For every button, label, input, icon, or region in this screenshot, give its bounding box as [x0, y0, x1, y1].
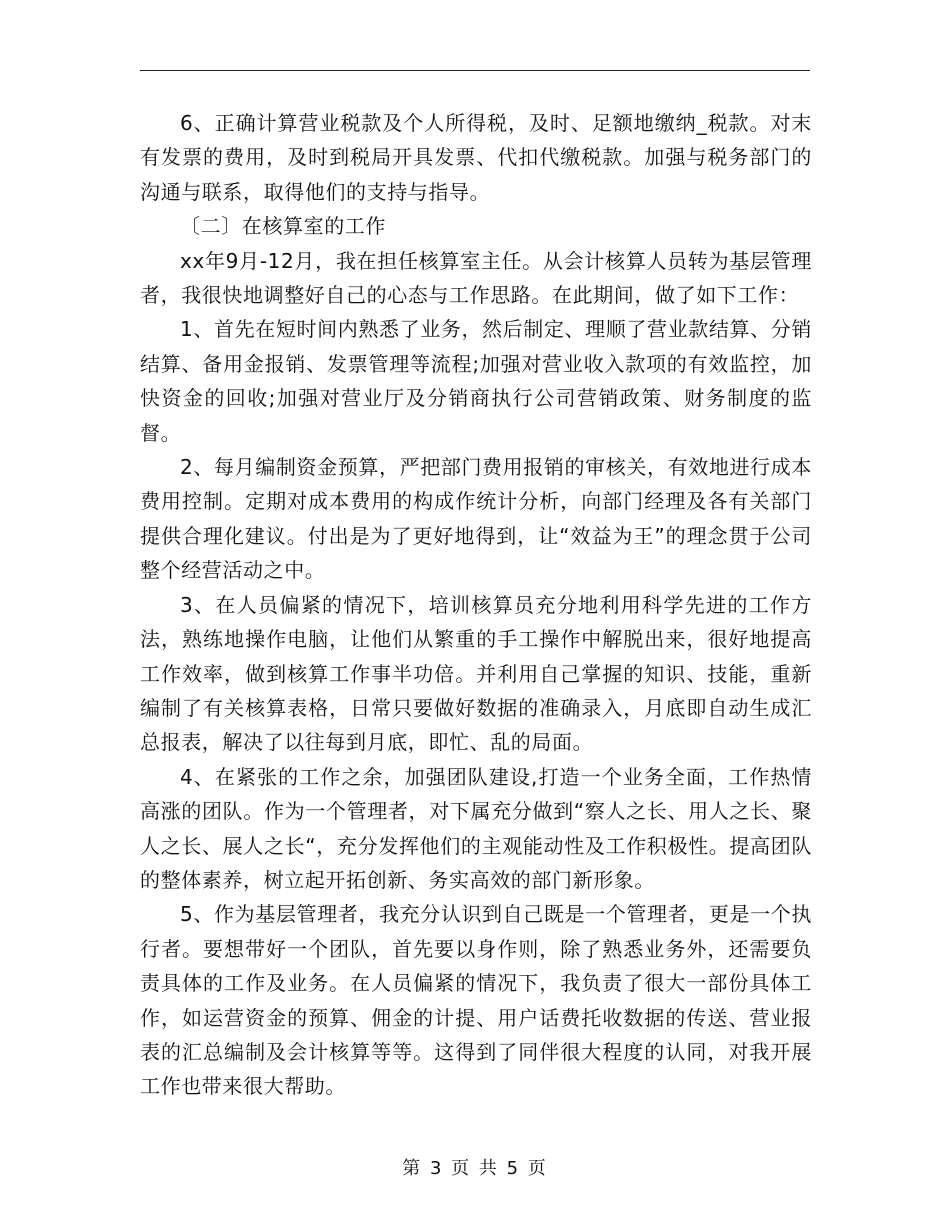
paragraph-item-1: 1、首先在短时间内熟悉了业务，然后制定、理顺了营业款结算、分销结算、备用金报销、发票管理等流程;加强对营业收入款项的有效监控，加快资金的回收;加强对营业厅及分销商执行公司营销政策、财务制度的监督。: [140, 317, 812, 445]
paragraph-item-4: 4、在紧张的工作之余，加强团队建设,打造一个业务全面，工作热情高涨的团队。作为一个管理者，对下属充分做到“察人之长、用人之长、聚人之长、展人之长“，充分发挥他们的主观能动性及工作积极性。提高团队的整体素养，树立起开拓创新、务实高效的部门新形象。: [140, 764, 812, 892]
paragraph-item-2: 2、每月编制资金预算，严把部门费用报销的审核关，有效地进行成本费用控制。定期对成本费用的构成作统计分析，向部门经理及各有关部门提供合理化建议。付出是为了更好地得到，让“效益为王”的理念贯于公司整个经营活动之中。: [140, 455, 812, 583]
paragraph-item-3: 3、在人员偏紧的情况下，培训核算员充分地利用科学先进的工作方法，熟练地操作电脑，让他们从繁重的手工操作中解脱出来，很好地提高工作效率，做到核算工作事半功倍。并利用自己掌握的知识、技能，重新编制了有关核算表格，日常只要做好数据的准确录入，月底即自动生成汇总报表，解决了以往每到月底，即忙、乱的局面。: [140, 592, 812, 755]
paragraph-item-5: 5、作为基层管理者，我充分认识到自己既是一个管理者，更是一个执行者。要想带好一个团队，首先要以身作则，除了熟悉业务外，还需要负责具体的工作及业务。在人员偏紧的情况下，我负责了很大一部份具体工作，如运营资金的预算、佣金的计提、用户话费托收数据的传送、营业报表的汇总编制及会计核算等等。这得到了同伴很大程度的认同，对我开展工作也带来很大帮助。: [140, 902, 812, 1099]
document-body: [140, 106, 812, 1104]
section-heading-accounting-office: 〔二〕在核算室的工作: [180, 214, 386, 239]
paragraph-tax-payment: 6、正确计算营业税款及个人所得税，及时、足额地缴纳_税款。对末有发票的费用，及时到税局开具发票、代扣代缴税款。加强与税务部门的沟通与联系，取得他们的支持与指导。: [140, 111, 812, 204]
header-rule: [140, 70, 810, 71]
page-number-footer: 第 3 页 共 5 页: [402, 1158, 548, 1179]
paragraph-role-intro: xx年9月-12月，我在担任核算室主任。从会计核算人员转为基层管理者，我很快地调整好自己的心态与工作思路。在此期间，做了如下工作：: [140, 248, 812, 308]
